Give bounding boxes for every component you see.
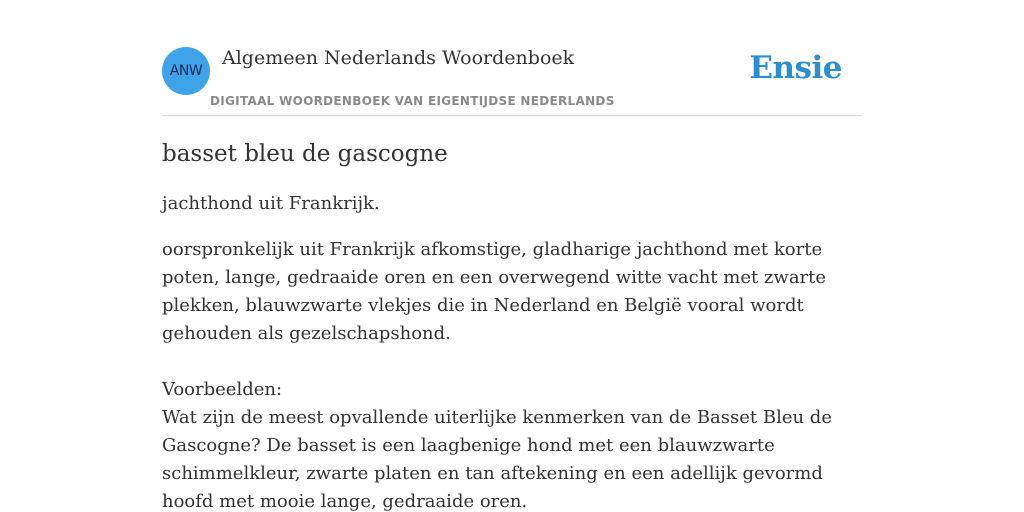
site-subtitle: DIGITAAL WOORDENBOEK VAN EIGENTIJDSE NEDERLANDS bbox=[210, 94, 615, 108]
site-title[interactable]: Algemeen Nederlands Woordenboek bbox=[222, 47, 575, 69]
anw-logo[interactable] bbox=[162, 47, 210, 95]
short-definition: jachthond uit Frankrijk. bbox=[162, 193, 380, 214]
ensie-brand-logo[interactable]: Ensie bbox=[749, 50, 842, 86]
example-sentence: Wat zijn de meest opvallende uiterlijke kenmerken van de Basset Bleu de Gascogne? De basset is een laagbenige hond met een blauwzwarte schimmelkleur, zwarte platen en tan aftekening en een adellijk gevormd hoofd met mooie lange, gedraaide oren. bbox=[162, 407, 832, 512]
anw-logo-text: ANW bbox=[169, 63, 203, 79]
entry-content bbox=[162, 138, 862, 512]
long-definition: oorspronkelijk uit Frankrijk afkomstige, gladharige jachthond met korte poten, lange, gedraaide oren en een overwegend witte vacht met zwarte plekken, blauwzwarte vlekjes die in Nederland en België vooral wordt gehouden als gezelschapshond. bbox=[162, 239, 827, 344]
examples-label: Voorbeelden: bbox=[162, 379, 283, 400]
entry-headword: basset bleu de gascogne bbox=[162, 141, 448, 167]
site-header bbox=[162, 0, 862, 116]
